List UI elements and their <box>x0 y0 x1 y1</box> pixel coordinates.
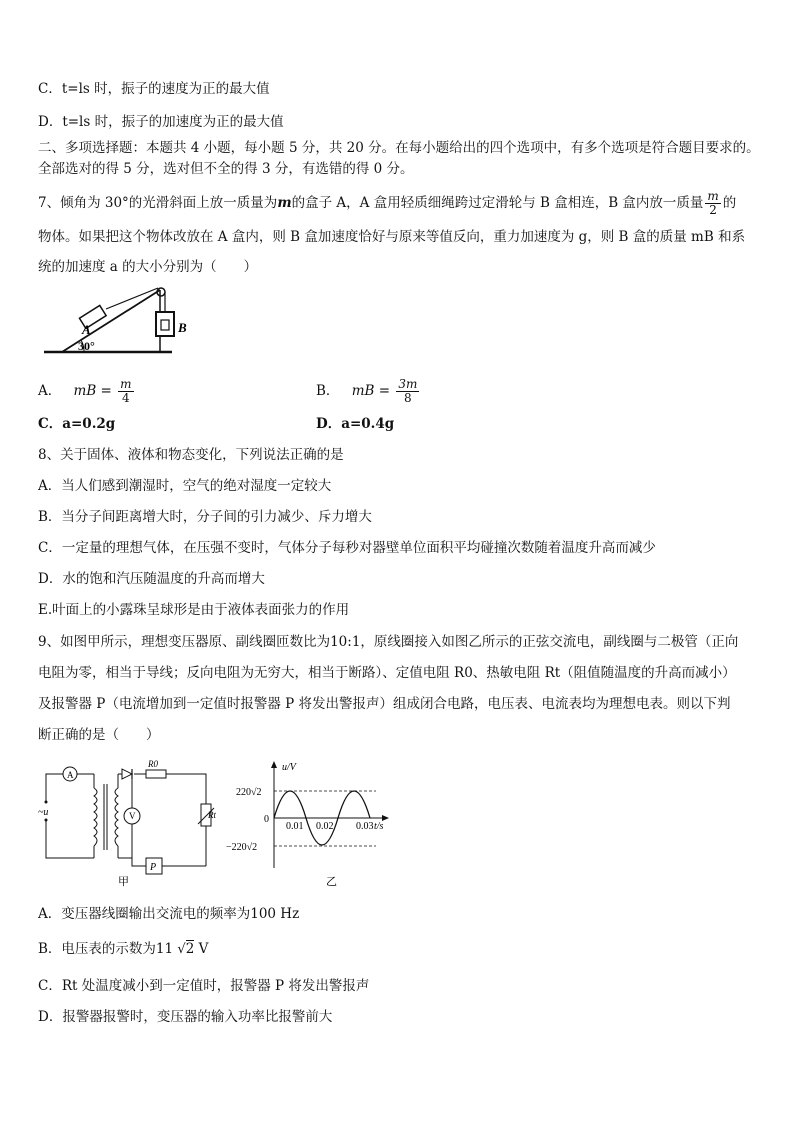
diode-icon <box>122 769 132 779</box>
q7-a-lhs: mB = <box>73 383 112 399</box>
section-2-line-2: 全部选对的得 5 分，选对但不全的得 3 分，有选错的得 0 分。 <box>38 161 414 177</box>
figure-caption-yi: 乙 <box>326 876 337 888</box>
q9-b-text: B．电压表的示数为11 <box>38 941 174 957</box>
q8-stem: 8、关于固体、液体和物态变化，下列说法正确的是 <box>38 447 344 463</box>
sqrt-icon: √ <box>177 942 186 957</box>
q7-option-b <box>316 378 421 405</box>
graph-zero: 0 <box>264 814 269 825</box>
q7-b-num: 3m <box>398 377 418 391</box>
q7-text-c: 的 <box>722 195 737 211</box>
q7-a-den: 4 <box>122 391 130 405</box>
q7-b-fraction <box>396 378 419 405</box>
ammeter-label: A <box>67 770 74 780</box>
q9-line-2: 电阻为零，相当于导线；反向电阻为无穷大，相当于断路）、定值电阻 R0、热敏电阻 Rt（阻值随温度的升高而减小） <box>38 665 736 681</box>
q7-text-b: 的盒子 A，A 盒用轻质细绳跨过定滑轮与 B 盒相连，B 盒内放一质量 <box>291 195 704 211</box>
source-label: ~u <box>38 807 49 818</box>
section-2-line-1: 二、多项选择题：本题共 4 小题，每小题 5 分，共 20 分。在每小题给出的四个选项中，有多个选项是符合题目要求的。 <box>38 140 760 156</box>
q9-line-4: 断正确的是（ ） <box>38 727 160 743</box>
q7-option-c: C．a=0.2g <box>38 416 116 432</box>
graph-x3: 0.03 <box>356 821 374 832</box>
angle-label: 30° <box>78 339 95 353</box>
q7-frac-den: 2 <box>709 203 717 217</box>
q7-line-3: 统的加速度 a 的大小分别为（ ） <box>38 259 258 275</box>
circuit-figure <box>36 758 216 888</box>
rope-incline <box>106 288 158 309</box>
graph-x-label: t/s <box>374 821 384 832</box>
q7-b-den: 8 <box>404 391 412 405</box>
graph-y-pos: 220√2 <box>236 787 262 798</box>
option-d-prev: D．t=ls 时，振子的加速度为正的最大值 <box>38 114 284 130</box>
q7-a-prefix: A． <box>38 383 62 399</box>
q7-text-a: 7、倾角为 30°的光滑斜面上放一质量为 <box>38 195 278 211</box>
q9-b-unit: V <box>198 941 209 957</box>
graph-x1: 0.01 <box>286 821 304 832</box>
q9-option-b <box>38 940 756 959</box>
q9-line-3: 及报警器 P（电流增加到一定值时报警器 P 将发出警报声）组成闭合电路，电压表、电流表均为理想电表。则以下判 <box>38 696 731 712</box>
voltage-graph <box>226 758 396 892</box>
voltmeter-label: V <box>129 811 136 821</box>
q8-option-b: B．当分子间距离增大时，分子间的引力减少、斥力增大 <box>38 509 372 525</box>
q7-a-num: m <box>120 377 132 391</box>
q9-option-c: C．Rt 处温度减小到一定值时，报警器 P 将发出警报声 <box>38 978 370 994</box>
box-b <box>156 312 174 336</box>
q9-b-root: 2 <box>185 941 195 957</box>
figure-caption-jia: 甲 <box>118 876 129 888</box>
graph-y-label: u/V <box>282 762 296 773</box>
r0-label: R0 <box>148 759 158 769</box>
q9-option-a: A．变压器线圈输出交流电的频率为100 Hz <box>38 906 300 922</box>
graph-y-neg: −220√2 <box>226 842 258 853</box>
q7-option-d: D．a=0.4g <box>316 416 395 432</box>
q8-option-a: A．当人们感到潮湿时，空气的绝对湿度一定较大 <box>38 478 332 494</box>
alarm-label: P <box>150 862 157 873</box>
label-b: B <box>178 320 187 335</box>
label-a: A <box>82 322 91 337</box>
incline-figure <box>40 282 190 356</box>
q7-b-lhs: mB = <box>351 383 391 399</box>
rt-label: Rt <box>208 810 216 820</box>
q7-a-fraction <box>118 378 133 405</box>
incline-surface <box>62 290 160 352</box>
q9-option-d: D．报警器报警时，变压器的输入功率比报警前大 <box>38 1009 333 1025</box>
q8-option-d: D．水的饱和汽压随温度的升高而增大 <box>38 571 265 587</box>
q8-option-c: C．一定量的理想气体，在压强不变时，气体分子每秒对器壁单位面积平均碰撞次数随着温度升高而减少 <box>38 540 656 556</box>
q7-option-a <box>38 378 136 405</box>
q7-b-prefix: B． <box>316 383 340 399</box>
q7-line-1 <box>38 190 756 217</box>
graph-x2: 0.02 <box>316 821 334 832</box>
q7-frac-num: m <box>707 189 719 203</box>
q7-line-2: 物体。如果把这个物体改放在 A 盒内，则 B 盒加速度恰好与原来等值反向，重力加速度为 g，则 B 盒的质量 mB 和系 <box>38 229 746 245</box>
q8-option-e: E.叶面上的小露珠呈球形是由于液体表面张力的作用 <box>38 602 350 618</box>
q9-line-1: 9、如图甲所示，理想变压器原、副线圈匝数比为10:1，原线圈接入如图乙所示的正弦交流电，副线圈与二极管（正向 <box>38 634 739 650</box>
q7-mass-m: m <box>277 195 292 211</box>
q7-fraction <box>705 190 720 217</box>
option-c-prev: C．t=ls 时，振子的速度为正的最大值 <box>38 81 270 97</box>
